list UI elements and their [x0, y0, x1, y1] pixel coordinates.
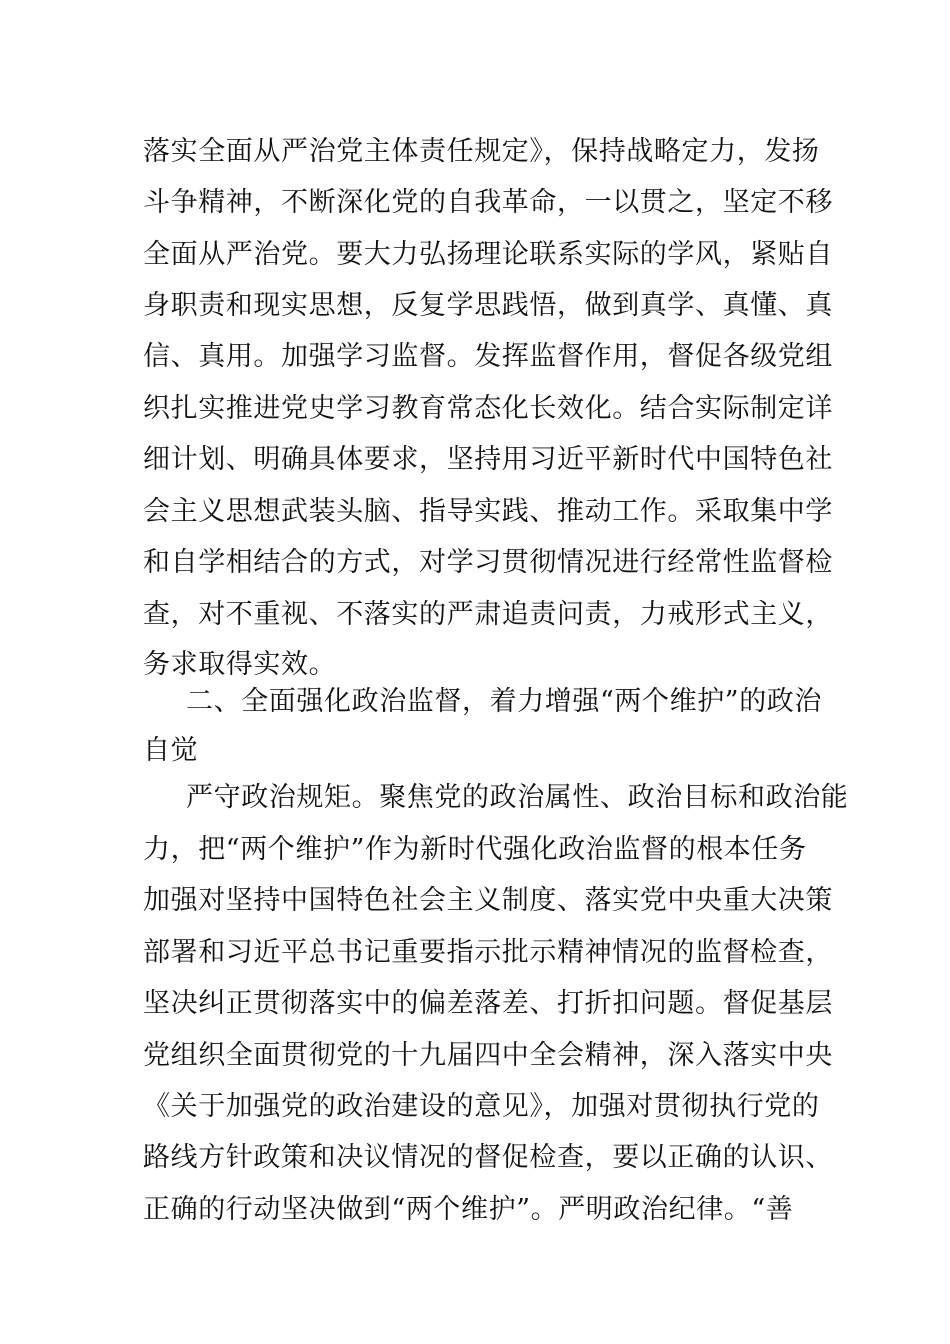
text-line: 加强对坚持中国特色社会主义制度、落实党中央重大决策	[143, 885, 833, 916]
text-line: 部署和习近平总书记重要指示批示精神情况的监督检查，	[143, 937, 833, 968]
text-line: 会主义思想武装头脑、指导实践、推动工作。采取集中学	[143, 496, 833, 527]
section-heading: 二、全面强化政治监督，着力增强“两个维护”的政治	[186, 686, 823, 717]
text-line: 《关于加强党的政治建设的意见》，加强对贯彻执行党的	[143, 1091, 820, 1122]
text-line: 党组织全面贯彻党的十九届四中全会精神，深入落实中央	[143, 1040, 833, 1071]
text-line: 正确的行动坚决做到“两个维护”。严明政治纪律。“善	[143, 1194, 794, 1225]
text-line: 严守政治规矩。聚焦党的政治属性、政治目标和政治能	[186, 782, 849, 813]
text-line: 务求取得实效。	[143, 649, 337, 680]
section-heading-continuation: 自觉	[143, 735, 199, 766]
text-line: 细计划、明确具体要求，坚持用习近平新时代中国特色社	[143, 444, 833, 475]
text-line: 和自学相结合的方式，对学习贯彻情况进行经常性监督检	[143, 547, 833, 578]
text-line: 力，把“两个维护”作为新时代强化政治监督的根本任务	[143, 834, 807, 865]
text-line: 身职责和现实思想，反复学思践悟，做到真学、真懂、真	[143, 290, 833, 321]
text-line: 信、真用。加强学习监督。发挥监督作用，督促各级党组	[143, 341, 833, 372]
text-line: 织扎实推进党史学习教育常态化长效化。结合实际制定详	[143, 393, 833, 424]
text-line: 坚决纠正贯彻落实中的偏差落差、打折扣问题。督促基层	[143, 988, 833, 1019]
text-line: 路线方针政策和决议情况的督促检查，要以正确的认识、	[143, 1142, 833, 1173]
text-line: 落实全面从严治党主体责任规定》，保持战略定力，发扬	[143, 136, 820, 167]
text-line: 查，对不重视、不落实的严肃追责问责，力戒形式主义，	[143, 599, 833, 630]
text-line: 斗争精神，不断深化党的自我革命，一以贯之，坚定不移	[143, 187, 833, 218]
text-line: 全面从严治党。要大力弘扬理论联系实际的学风，紧贴自	[143, 239, 833, 270]
